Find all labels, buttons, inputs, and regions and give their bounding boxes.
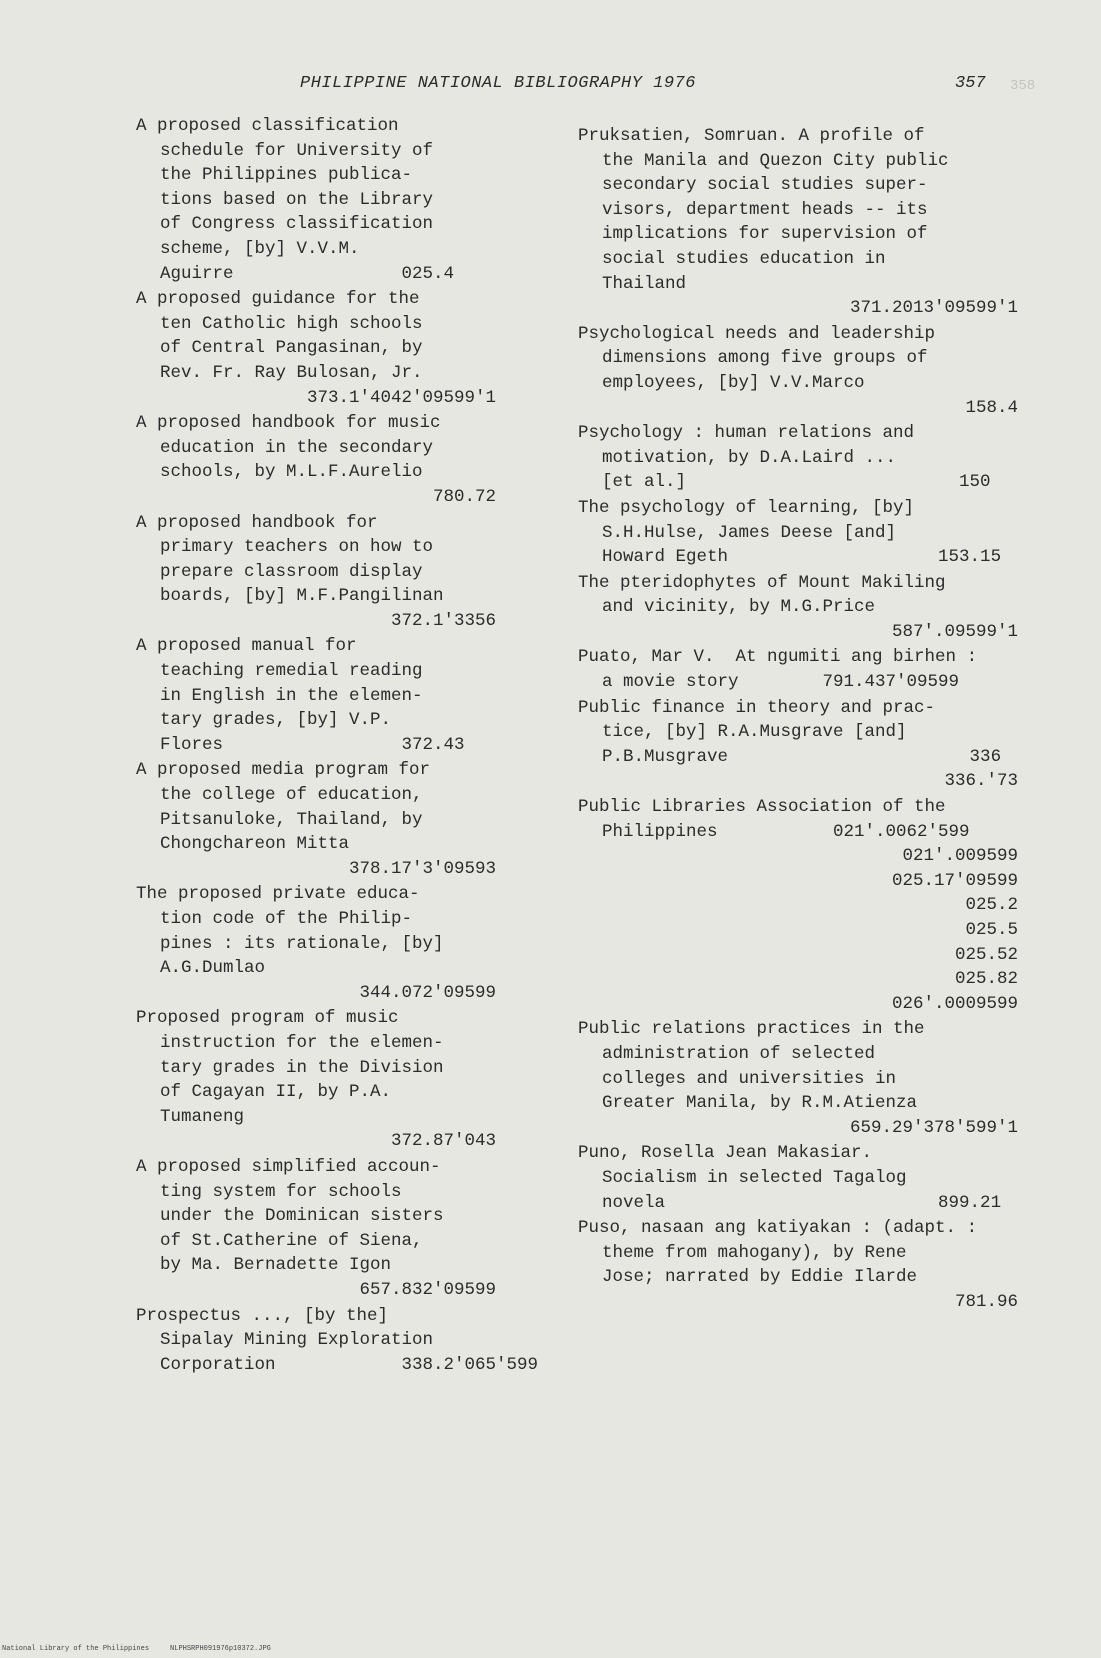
entry-line: novela 899.21 (602, 1192, 1002, 1213)
bibliography-entry (578, 795, 1018, 1016)
entry-line: 378.17'3'09593 (348, 858, 496, 879)
bibliography-entry (136, 758, 496, 881)
entry-line: primary teachers on how to (160, 537, 434, 558)
entry-line: Flores 372.43 (160, 734, 465, 755)
entry-line: 025.82 (954, 969, 1018, 990)
entry-line: Chongchareon Mitta (160, 834, 350, 855)
entry-line: boards, [by] M.F.Pangilinan (160, 586, 444, 607)
entry-line: 026'.0009599 (891, 993, 1018, 1014)
entry-line: education in the secondary (160, 437, 434, 458)
entry-line: employees, [by] V.V.Marco (602, 372, 865, 393)
entry-line: Tumaneng (160, 1106, 245, 1127)
entry-line: A proposed handbook for music (136, 413, 441, 434)
entry-line: A.G.Dumlao (160, 958, 266, 979)
bibliography-entry (578, 124, 1018, 321)
bibliography-entry (136, 411, 496, 509)
entry-line: A proposed manual for (136, 636, 357, 657)
bleed-through-page-number: 358 (1010, 78, 1036, 94)
entry-line: S.H.Hulse, James Deese [and] (602, 522, 897, 543)
entry-line: ting system for schools (160, 1181, 402, 1202)
right-column (578, 124, 1018, 1316)
entry-line: Socialism in selected Tagalog (602, 1167, 907, 1188)
bibliography-entry (578, 1017, 1018, 1140)
footer-library: National Library of the Philippines (2, 1645, 150, 1653)
entry-line: Psychological needs and leadership (578, 323, 936, 344)
entry-line: a movie story 791.437'09599 (602, 672, 960, 693)
entry-line: Jose; narrated by Eddie Ilarde (602, 1267, 918, 1288)
entry-line: 025.17'09599 (891, 870, 1018, 891)
entry-line: theme from mahogany), by Rene (602, 1242, 907, 1263)
entry-line: Thailand (602, 273, 687, 294)
page-title: PHILIPPINE NATIONAL BIBLIOGRAPHY 1976 (300, 74, 696, 93)
entry-line: Rev. Fr. Ray Bulosan, Jr. (160, 362, 423, 383)
entry-line: 587'.09599'1 (891, 621, 1018, 642)
entry-line: the Manila and Quezon City public (602, 150, 949, 171)
entry-line: ten Catholic high schools (160, 313, 423, 334)
entry-line: 025.5 (965, 920, 1018, 940)
entry-line: tice, [by] R.A.Musgrave [and] (602, 722, 907, 743)
entry-line: secondary social studies super- (602, 175, 928, 196)
entry-line: 336.'73 (944, 771, 1018, 792)
entry-line: 781.96 (954, 1291, 1018, 1312)
entry-line: Public Libraries Association of the (578, 797, 946, 818)
entry-line: pines : its rationale, [by] (160, 933, 444, 954)
entry-line: A proposed simplified accoun- (136, 1156, 441, 1177)
bibliography-entry (136, 287, 496, 410)
entry-line: 344.072'09599 (359, 982, 496, 1003)
entry-line: tary grades, [by] V.P. (160, 710, 392, 731)
entry-line: administration of selected (602, 1043, 876, 1064)
bibliography-entry (578, 1141, 1018, 1215)
entry-line: A proposed handbook for (136, 512, 378, 533)
entry-line: 372.87'043 (390, 1131, 496, 1152)
entry-line: Prospectus ..., [by the] (136, 1305, 389, 1326)
page-number: 357 (955, 74, 986, 93)
entry-line: of Cagayan II, by P.A. (160, 1082, 392, 1103)
entry-line: [et al.] 150 (602, 472, 991, 493)
bibliography-entry (136, 114, 496, 286)
entry-line: schedule for University of (160, 140, 434, 161)
entry-line: by Ma. Bernadette Igon (160, 1255, 392, 1276)
entry-line: visors, department heads -- its (602, 199, 928, 220)
footer (2, 1645, 271, 1653)
bibliography-entry (136, 511, 496, 634)
bibliography-entry (136, 634, 496, 757)
entry-line: the college of education, (160, 785, 423, 806)
entry-line: 373.1'4042'09599'1 (306, 387, 496, 408)
entry-line: social studies education in (602, 248, 886, 269)
entry-line: 372.1'3356 (390, 610, 496, 631)
entry-line: The proposed private educa- (136, 884, 420, 905)
entry-line: Philippines 021'.0062'599 (602, 821, 970, 842)
entry-line: 021'.009599 (902, 846, 1018, 867)
bibliography-entry (578, 1216, 1018, 1314)
entry-line: teaching remedial reading (160, 661, 423, 682)
entry-line: 025.2 (965, 895, 1018, 916)
entry-line: in English in the elemen- (160, 685, 423, 706)
entry-line: 780.72 (432, 486, 496, 507)
entry-line: Proposed program of music (136, 1008, 399, 1029)
bibliography-entry (578, 322, 1018, 420)
entry-line: 025.52 (954, 944, 1018, 965)
entry-line: tary grades in the Division (160, 1057, 444, 1078)
entry-line: of Central Pangasinan, by (160, 338, 423, 359)
entry-line: Puso, nasaan ang katiyakan : (adapt. : (578, 1218, 978, 1239)
entry-line: prepare classroom display (160, 561, 423, 582)
entry-line: A proposed guidance for the (136, 289, 420, 310)
left-column (136, 114, 539, 1378)
entry-line: The psychology of learning, [by] (578, 497, 915, 518)
bibliography-entry (578, 496, 1018, 570)
entry-line: Public finance in theory and prac- (578, 697, 936, 718)
footer-filename: NLPHSRPH091976p10372.JPG (170, 1645, 271, 1653)
entry-line: tions based on the Library (160, 189, 434, 210)
bibliography-entry (578, 421, 1018, 495)
entry-line: Pitsanuloke, Thailand, by (160, 809, 423, 830)
entry-line: Aguirre 025.4 (160, 263, 455, 284)
entry-line: 657.832'09599 (359, 1279, 496, 1300)
entry-line: scheme, [by] V.V.M. (160, 238, 360, 259)
entry-line: schools, by M.L.F.Aurelio (160, 462, 423, 483)
entry-line: Psychology : human relations and (578, 423, 915, 444)
entry-line: under the Dominican sisters (160, 1206, 444, 1227)
bibliography-entry (578, 696, 1018, 794)
bibliography-entry (136, 1155, 496, 1303)
bibliography-entry (578, 571, 1018, 645)
entry-line: Pruksatien, Somruan. A profile of (578, 126, 925, 146)
bibliography-entry (136, 882, 496, 1005)
entry-line: 371.2013'09599'1 (849, 298, 1018, 319)
bibliography-entry (136, 1304, 539, 1378)
entry-line: P.B.Musgrave 336 (602, 746, 1002, 767)
entry-line: tion code of the Philip- (160, 909, 413, 929)
entry-line: and vicinity, by M.G.Price (602, 597, 876, 618)
entry-line: The pteridophytes of Mount Makiling (578, 572, 946, 593)
entry-line: of Congress classification (160, 214, 434, 235)
entry-line: instruction for the elemen- (160, 1032, 444, 1053)
entry-line: Puno, Rosella Jean Makasiar. (578, 1143, 873, 1164)
entry-line: Corporation 338.2'065'599 (160, 1354, 539, 1375)
entry-line: A proposed media program for (136, 760, 431, 781)
entry-line: Sipalay Mining Exploration (160, 1330, 434, 1351)
entry-line: Howard Egeth 153.15 (602, 547, 1002, 568)
entry-line: of St.Catherine of Siena, (160, 1230, 423, 1251)
entry-line: motivation, by D.A.Laird ... (602, 447, 897, 468)
entry-line: implications for supervision of (602, 224, 928, 245)
bibliography-entry (578, 645, 1018, 694)
entry-line: Public relations practices in the (578, 1019, 925, 1040)
entry-line: 659.29'378'599'1 (849, 1117, 1018, 1138)
entry-line: the Philippines publica- (160, 165, 413, 186)
entry-line: colleges and universities in (602, 1068, 897, 1089)
bibliography-entry (136, 1006, 496, 1154)
entry-line: A proposed classification (136, 116, 399, 136)
entry-line: dimensions among five groups of (602, 348, 928, 369)
entry-line: 158.4 (965, 397, 1018, 418)
entry-line: Greater Manila, by R.M.Atienza (602, 1093, 918, 1114)
entry-line: Puato, Mar V. At ngumiti ang birhen : (578, 647, 978, 668)
